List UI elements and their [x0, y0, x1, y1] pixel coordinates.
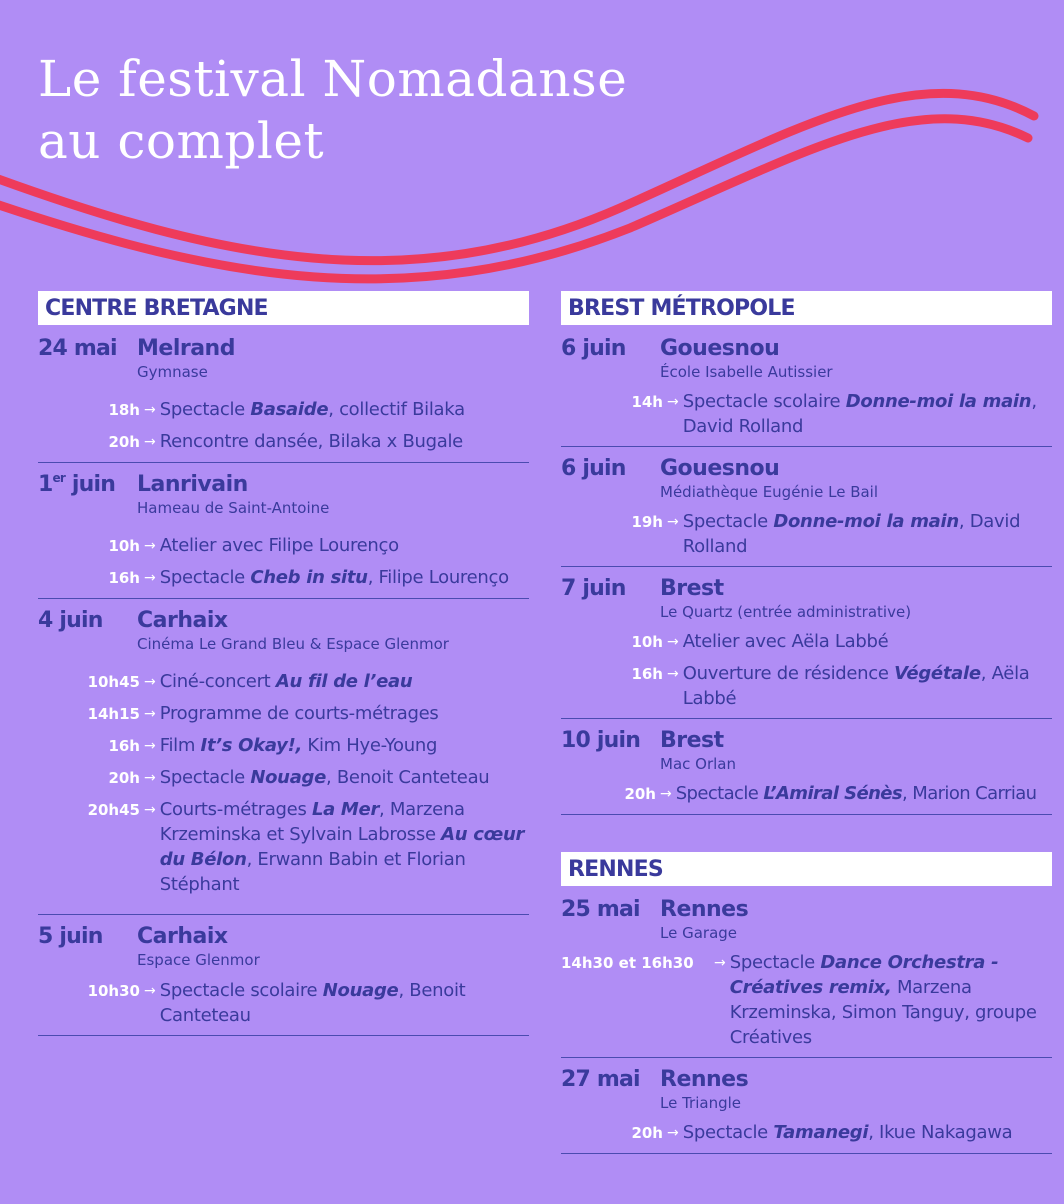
event-city: Brest: [660, 576, 724, 601]
session-desc: Spectacle Basaide, collectif Bilaka: [159, 399, 465, 420]
session-desc: Spectacle Donne-moi la main, David Rolland: [682, 511, 1021, 557]
session-time: 14h: [631, 393, 663, 411]
event-item: [561, 897, 1052, 1058]
session-row: [561, 950, 1052, 1050]
session-row: [561, 781, 1052, 807]
session-desc: Rencontre dansée, Bilaka x Bugale: [159, 431, 463, 452]
session-desc: Spectacle Cheb in situ, Filipe Lourenço: [159, 567, 509, 588]
event-date: 6 juin: [561, 456, 626, 481]
event-date: 25 mai: [561, 897, 640, 922]
event-venue: Mac Orlan: [660, 755, 736, 773]
event-date: 5 juin: [38, 924, 103, 949]
session-desc: Ciné-concert Au fil de l’eau: [159, 671, 413, 692]
event-item: [38, 608, 529, 915]
arrow-right-icon: →: [144, 674, 156, 690]
event-venue: Le Garage: [660, 924, 738, 942]
session-time: 10h30: [87, 982, 140, 1000]
session-row: [561, 629, 1052, 655]
event-item: [561, 728, 1052, 815]
session-row: [38, 797, 529, 897]
event-city: Melrand: [137, 336, 235, 361]
session-row: [561, 661, 1052, 711]
event-date: 10 juin: [561, 728, 641, 753]
session-desc: Spectacle scolaire Donne-moi la main, David Rolland: [682, 391, 1037, 437]
arrow-right-icon: →: [667, 666, 679, 682]
session-time: 10h: [631, 633, 663, 651]
session-row: [38, 765, 529, 791]
event-item: [561, 576, 1052, 719]
title-line-2: au complet: [38, 112, 325, 170]
session-row: [561, 1120, 1052, 1146]
session-desc: Atelier avec Aëla Labbé: [682, 631, 889, 652]
section-heading: BREST MÉTROPOLE: [561, 291, 1052, 325]
event-city: Carhaix: [137, 608, 228, 633]
event-city: Rennes: [660, 1067, 749, 1092]
session-time: 10h45: [87, 673, 140, 691]
session-time: 16h: [108, 737, 140, 755]
event-venue: Le Triangle: [660, 1094, 741, 1112]
event-item: [38, 472, 529, 599]
arrow-right-icon: →: [714, 955, 726, 971]
event-venue: Hameau de Saint-Antoine: [137, 499, 330, 517]
arrow-right-icon: →: [667, 394, 679, 410]
event-item: [561, 336, 1052, 447]
arrow-right-icon: →: [144, 802, 156, 818]
session-desc: Programme de courts-métrages: [159, 703, 439, 724]
session-row: [561, 389, 1052, 439]
event-date: 7 juin: [561, 576, 626, 601]
page-title: [38, 48, 627, 172]
event-city: Brest: [660, 728, 724, 753]
event-item: [561, 1067, 1052, 1154]
event-item: [38, 336, 529, 463]
session-desc: Spectacle Nouage, Benoit Canteteau: [159, 767, 490, 788]
arrow-right-icon: →: [144, 402, 156, 418]
session-time: 14h30 et 16h30: [561, 954, 694, 972]
event-venue: Cinéma Le Grand Bleu & Espace Glenmor: [137, 635, 449, 653]
session-row: [38, 533, 529, 559]
arrow-right-icon: →: [660, 786, 672, 802]
session-row: [38, 701, 529, 727]
session-time: 16h: [631, 665, 663, 683]
session-time: 18h: [108, 401, 140, 419]
column-brest-rennes: [561, 291, 1052, 1163]
title-line-1: Le festival Nomadanse: [38, 50, 628, 108]
event-date: 1er juin: [38, 471, 116, 497]
session-row: [38, 733, 529, 759]
session-time: 20h: [108, 433, 140, 451]
session-time: 20h45: [87, 801, 140, 819]
section-heading: CENTRE BRETAGNE: [38, 291, 529, 325]
session-row: [38, 397, 529, 423]
event-city: Gouesnou: [660, 456, 780, 481]
session-desc: Ouverture de résidence Végétale, Aëla Labbé: [682, 663, 1030, 709]
session-desc: Spectacle L’Amiral Sénès, Marion Carriau: [675, 783, 1037, 804]
event-venue: Espace Glenmor: [137, 951, 260, 969]
session-time: 14h15: [87, 705, 140, 723]
event-item: [561, 456, 1052, 567]
session-time: 10h: [108, 537, 140, 555]
session-row: [38, 429, 529, 455]
event-date: 4 juin: [38, 608, 103, 633]
session-desc: Film It’s Okay!, Kim Hye-Young: [159, 735, 438, 756]
session-desc: Spectacle scolaire Nouage, Benoit Canteteau: [159, 980, 466, 1026]
arrow-right-icon: →: [144, 770, 156, 786]
session-desc: Atelier avec Filipe Lourenço: [159, 535, 399, 556]
session-time: 20h: [624, 785, 656, 803]
event-city: Carhaix: [137, 924, 228, 949]
arrow-right-icon: →: [144, 434, 156, 450]
event-city: Rennes: [660, 897, 749, 922]
column-centre-bretagne: [38, 291, 529, 1045]
session-time: 20h: [631, 1124, 663, 1142]
event-date: 6 juin: [561, 336, 626, 361]
session-time: 16h: [108, 569, 140, 587]
session-row: [38, 565, 529, 591]
arrow-right-icon: →: [667, 634, 679, 650]
event-venue: École Isabelle Autissier: [660, 363, 833, 381]
event-date: 24 mai: [38, 336, 117, 361]
session-desc: Courts-métrages La Mer, Marzena Krzeminska et Sylvain Labrosse Au cœur du Bélon, Erwann Babin et Florian Stéphant: [159, 799, 525, 895]
session-row: [38, 978, 529, 1028]
session-row: [38, 669, 529, 695]
event-city: Lanrivain: [137, 472, 248, 497]
session-desc: Spectacle Dance Orchestra - Créatives remix, Marzena Krzeminska, Simon Tanguy, groupe Créatives: [729, 952, 1037, 1048]
event-venue: Médiathèque Eugénie Le Bail: [660, 483, 879, 501]
session-desc: Spectacle Tamanegi, Ikue Nakagawa: [682, 1122, 1013, 1143]
arrow-right-icon: →: [667, 1125, 679, 1141]
event-venue: Gymnase: [137, 363, 208, 381]
arrow-right-icon: →: [144, 538, 156, 554]
section-heading: RENNES: [561, 852, 1052, 886]
arrow-right-icon: →: [144, 983, 156, 999]
session-time: 20h: [108, 769, 140, 787]
session-row: [561, 509, 1052, 559]
arrow-right-icon: →: [144, 738, 156, 754]
arrow-right-icon: →: [144, 570, 156, 586]
event-item: [38, 924, 529, 1036]
arrow-right-icon: →: [667, 514, 679, 530]
session-time: 19h: [631, 513, 663, 531]
event-date: 27 mai: [561, 1067, 640, 1092]
event-venue: Le Quartz (entrée administrative): [660, 603, 912, 621]
arrow-right-icon: →: [144, 706, 156, 722]
event-city: Gouesnou: [660, 336, 780, 361]
